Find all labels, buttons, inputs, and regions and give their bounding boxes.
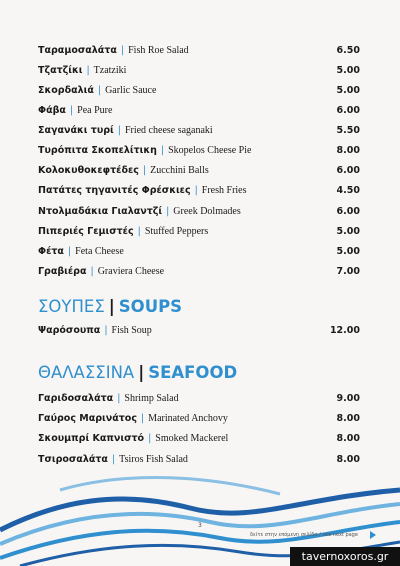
separator: | [137, 225, 141, 237]
item-name-english: Tsiros Fish Salad [119, 453, 188, 465]
menu-item [38, 430, 360, 446]
item-name-english: Stuffed Peppers [144, 225, 209, 237]
item-name-greek: Ταραμοσαλάτα [38, 44, 117, 56]
item-price: 12.00 [329, 324, 360, 336]
item-price: 8.00 [336, 432, 360, 444]
menu-item [38, 62, 360, 78]
item-name-english: Marinated Anchovy [148, 412, 228, 424]
item-name-greek: Γαύρος Μαρινάτος [38, 412, 137, 424]
item-price: 4.50 [336, 184, 360, 196]
heading-separator: | [108, 297, 115, 316]
separator: | [148, 432, 152, 444]
item-name-greek: Ντολμαδάκια Γιαλαντζί [38, 205, 163, 217]
separator: | [142, 164, 147, 176]
heading-greek: ΘΑΛΑΣΣΙΝΑ [38, 363, 135, 382]
separator: | [117, 392, 121, 404]
separator: | [117, 124, 121, 136]
section-heading-seafood [38, 363, 237, 382]
next-page-note: δείτε στην επόμενη σελίδα / see next page [250, 532, 358, 538]
item-name-greek: Πιπεριές Γεμιστές [38, 225, 134, 237]
heading-separator: | [138, 363, 145, 382]
item-name-english: Feta Cheese [75, 245, 124, 257]
menu-item [38, 82, 360, 98]
menu-item [38, 263, 360, 279]
menu-item [38, 410, 360, 426]
item-price: 5.00 [336, 225, 360, 237]
heading-english: SEAFOOD [148, 363, 238, 382]
section-heading-soups [38, 297, 182, 316]
item-price: 5.00 [336, 84, 360, 96]
separator: | [194, 184, 198, 196]
item-name-greek: Σκουμπρί Καπνιστό [38, 432, 145, 444]
item-name-english: Fried cheese saganaki [124, 124, 213, 136]
item-price: 6.00 [336, 164, 360, 176]
item-name-greek: Κολοκυθοκεφτέδες [38, 164, 139, 176]
menu-item [38, 182, 360, 198]
item-name-english: Fish Roe Salad [128, 44, 189, 56]
item-price: 8.00 [336, 412, 360, 424]
item-name-greek: Ψαρόσουπα [38, 324, 101, 336]
separator: | [140, 412, 145, 424]
menu-item [38, 243, 360, 259]
menu-item [38, 451, 360, 467]
menu-item [38, 142, 360, 158]
separator: | [67, 245, 72, 257]
menu-item [38, 122, 360, 138]
item-name-english: Graviera Cheese [97, 265, 165, 277]
heading-english: SOUPS [118, 297, 183, 316]
menu-item [38, 322, 360, 338]
next-page-arrow-icon[interactable] [370, 531, 376, 539]
item-price: 7.00 [336, 265, 360, 277]
item-name-english: Smoked Mackerel [155, 432, 229, 444]
item-price: 6.00 [336, 205, 360, 217]
item-name-english: Garlic Sauce [105, 84, 157, 96]
item-name-english: Pea Pure [77, 104, 113, 116]
item-price: 5.00 [336, 64, 360, 76]
menu-item [38, 223, 360, 239]
item-name-greek: Φέτα [38, 245, 64, 257]
menu-item [38, 203, 360, 219]
site-watermark: tavernoxoros.gr [290, 547, 400, 566]
menu-item [38, 42, 360, 58]
item-price: 5.50 [336, 124, 360, 136]
item-price: 6.00 [336, 104, 360, 116]
item-name-greek: Τυρόπιτα Σκοπελίτικη [38, 144, 157, 156]
separator: | [160, 144, 165, 156]
item-name-english: Shrimp Salad [124, 392, 179, 404]
item-price: 8.00 [336, 453, 360, 465]
item-price: 8.00 [336, 144, 360, 156]
item-name-english: Skopelos Cheese Pie [168, 144, 252, 156]
menu-item [38, 102, 360, 118]
item-price: 5.00 [336, 245, 360, 257]
separator: | [69, 104, 74, 116]
separator: | [104, 324, 108, 336]
menu-item [38, 390, 360, 406]
item-name-greek: Γαριδοσαλάτα [38, 392, 114, 404]
item-name-greek: Τζατζίκι [38, 64, 83, 76]
item-name-greek: Πατάτες τηγανιτές Φρέσκιες [38, 184, 191, 196]
item-name-greek: Φάβα [38, 104, 66, 116]
item-name-english: Greek Dolmades [173, 205, 241, 217]
item-name-greek: Σκορδαλιά [38, 84, 94, 96]
separator: | [97, 84, 102, 96]
item-name-english: Fresh Fries [201, 184, 247, 196]
item-name-greek: Σαγανάκι τυρί [38, 124, 114, 136]
heading-greek: ΣΟΥΠΕΣ [38, 297, 105, 316]
wave-line-top [60, 478, 280, 494]
separator: | [90, 265, 94, 277]
separator: | [111, 453, 116, 465]
item-price: 9.00 [336, 392, 360, 404]
item-name-english: Fish Soup [111, 324, 152, 336]
menu-item [38, 162, 360, 178]
separator: | [86, 64, 90, 76]
item-name-english: Zucchini Balls [150, 164, 209, 176]
item-name-english: Tzatziki [93, 64, 127, 76]
item-name-greek: Τσιροσαλάτα [38, 453, 108, 465]
separator: | [120, 44, 125, 56]
item-name-greek: Γραβιέρα [38, 265, 87, 277]
page-number: 3 [198, 522, 202, 529]
separator: | [166, 205, 170, 217]
item-price: 6.50 [336, 44, 360, 56]
